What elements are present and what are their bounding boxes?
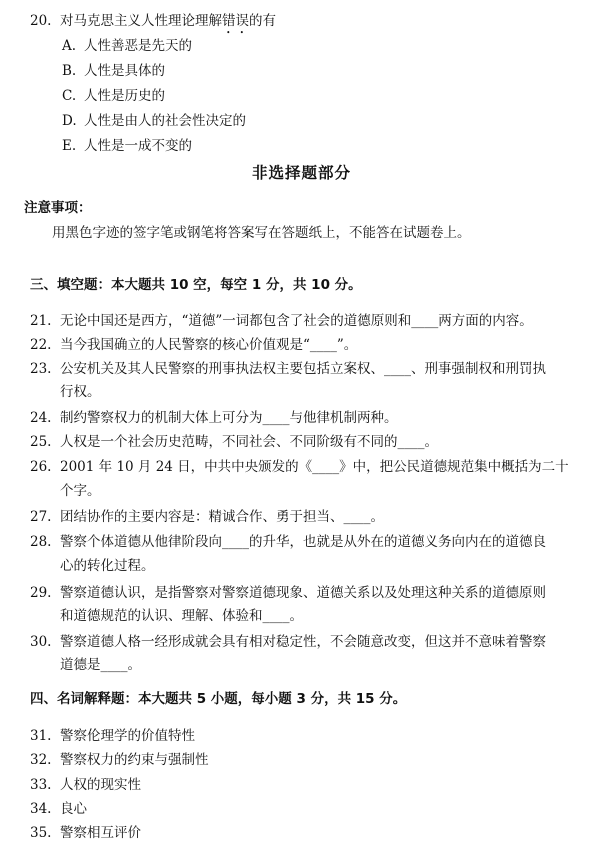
option-d: D. 人性是由人的社会性决定的 bbox=[62, 113, 246, 129]
question-26: 26. 2001 年 10 月 24 日，中共中央颁发的《____》中，把公民道德规范集中概括为二十 bbox=[30, 459, 569, 475]
section-4-heading: 四、名词解释题：本大题共 5 小题，每小题 3 分，共 15 分。 bbox=[30, 691, 407, 707]
question-number: 20. bbox=[30, 13, 52, 29]
question-26-continuation: 个字。 bbox=[60, 483, 101, 499]
question-22: 22. 当今我国确立的人民警察的核心价值观是“____”。 bbox=[30, 337, 358, 353]
question-33: 33. 人权的现实性 bbox=[30, 777, 141, 793]
question-29: 29. 警察道德认识，是指警察对警察道德现象、道德关系以及处理这种关系的道德原则 bbox=[30, 585, 546, 601]
question-31: 31. 警察伦理学的价值特性 bbox=[30, 728, 195, 744]
option-c: C. 人性是历史的 bbox=[62, 88, 165, 104]
question-32: 32. 警察权力的约束与强制性 bbox=[30, 752, 209, 768]
question-30-continuation: 道德是____。 bbox=[60, 657, 141, 673]
question-stem: 对马克思主义人性理论理解错误的有 bbox=[60, 13, 276, 29]
question-29-continuation: 和道德规范的认识、理解、体验和____。 bbox=[60, 608, 303, 624]
question-23-continuation: 行权。 bbox=[60, 384, 101, 400]
question-30: 30. 警察道德人格一经形成就会具有相对稳定性，不会随意改变，但这并不意味着警察 bbox=[30, 634, 546, 650]
question-20 bbox=[30, 12, 276, 37]
question-23: 23. 公安机关及其人民警察的刑事执法权主要包括立案权、____、刑事强制权和刑罚执 bbox=[30, 361, 546, 377]
question-27: 27. 团结协作的主要内容是：精诚合作、勇于担当、____。 bbox=[30, 509, 384, 525]
option-b: B. 人性是具体的 bbox=[62, 63, 165, 79]
option-a: A. 人性善恶是先天的 bbox=[62, 38, 192, 54]
option-e: E. 人性是一成不变的 bbox=[62, 138, 192, 154]
question-34: 34. 良心 bbox=[30, 801, 87, 817]
question-25: 25. 人权是一个社会历史范畴，不同社会、不同阶级有不同的____。 bbox=[30, 434, 438, 450]
question-28: 28. 警察个体道德从他律阶段向____的升华，也就是从外在的道德义务向内在的道德良 bbox=[30, 534, 546, 550]
notice-heading: 注意事项： bbox=[24, 200, 92, 216]
question-21: 21. 无论中国还是西方，“道德”一词都包含了社会的道德原则和____两方面的内容。 bbox=[30, 313, 533, 329]
question-35: 35. 警察相互评价 bbox=[30, 825, 141, 841]
notice-body: 用黑色字迹的签字笔或钢笔将答案写在答题纸上，不能答在试题卷上。 bbox=[52, 225, 471, 241]
question-24: 24. 制约警察权力的机制大体上可分为____与他律机制两种。 bbox=[30, 410, 398, 426]
question-28-continuation: 心的转化过程。 bbox=[60, 558, 155, 574]
part-title: 非选择题部分 bbox=[251, 164, 351, 182]
emphasis-text: 错误 bbox=[222, 13, 249, 29]
section-3-heading: 三、填空题：本大题共 10 空，每空 1 分，共 10 分。 bbox=[30, 277, 362, 293]
